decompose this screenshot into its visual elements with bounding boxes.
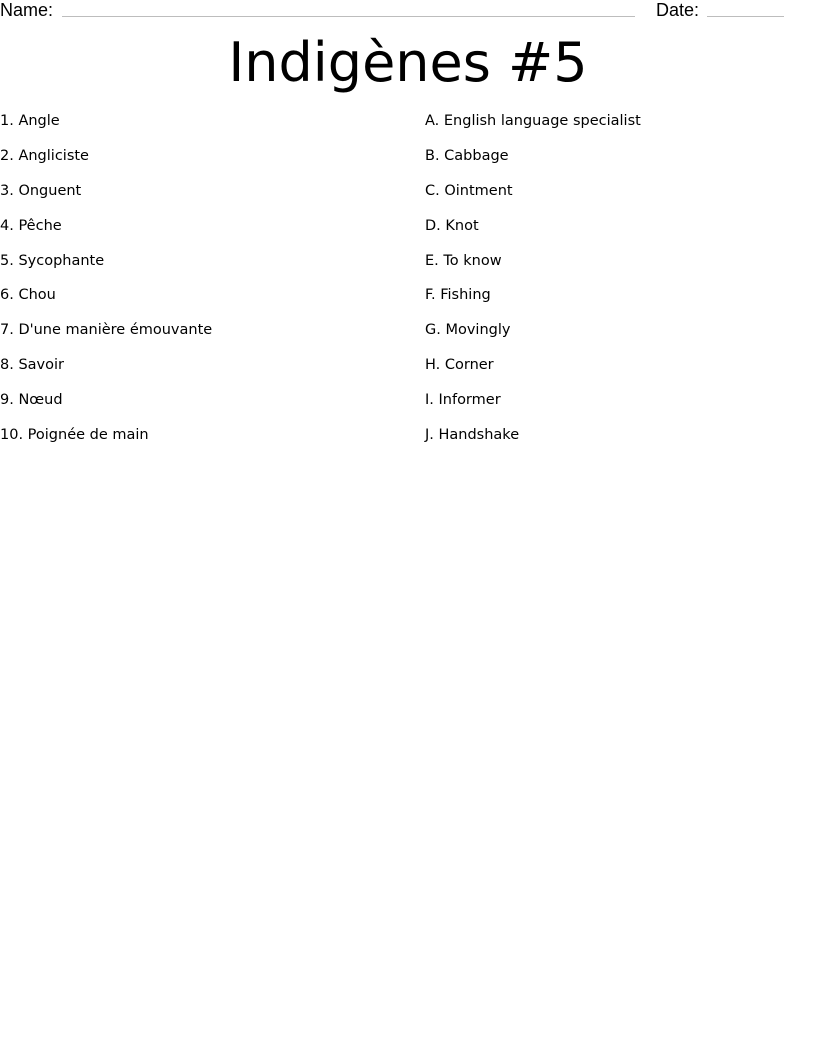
definition-item: B. Cabbage — [425, 147, 509, 164]
definition-item: J. Handshake — [425, 427, 520, 444]
definition-item: G. Movingly — [425, 322, 511, 339]
definition-item: F. Fishing — [425, 287, 491, 304]
page-title: Indigènes #5 — [228, 31, 588, 94]
term-item: 4. Pêche — [0, 217, 62, 234]
definition-item: E. To know — [425, 252, 502, 269]
definition-item: H. Corner — [425, 357, 494, 374]
definition-item: C. Ointment — [425, 182, 513, 199]
term-item: 6. Chou — [0, 287, 56, 304]
worksheet-header — [0, 0, 816, 24]
name-label: Name: — [0, 0, 54, 20]
term-item: 8. Savoir — [0, 357, 64, 374]
date-label: Date: — [656, 0, 700, 20]
definition-item: I. Informer — [425, 392, 501, 409]
term-item: 9. Nœud — [0, 392, 63, 409]
term-item: 7. D'une manière émouvante — [0, 322, 213, 339]
definition-item: D. Knot — [425, 217, 479, 234]
date-blank-line[interactable] — [707, 16, 784, 17]
term-item: 1. Angle — [0, 113, 60, 129]
term-item: 3. Onguent — [0, 182, 82, 199]
definitions-list — [425, 112, 641, 461]
term-item: 10. Poignée de main — [0, 427, 149, 444]
definition-item: A. English language specialist — [425, 113, 641, 129]
name-blank-line[interactable] — [62, 16, 635, 17]
term-item: 2. Angliciste — [0, 147, 89, 164]
terms-list — [0, 112, 212, 461]
term-item: 5. Sycophante — [0, 252, 105, 269]
